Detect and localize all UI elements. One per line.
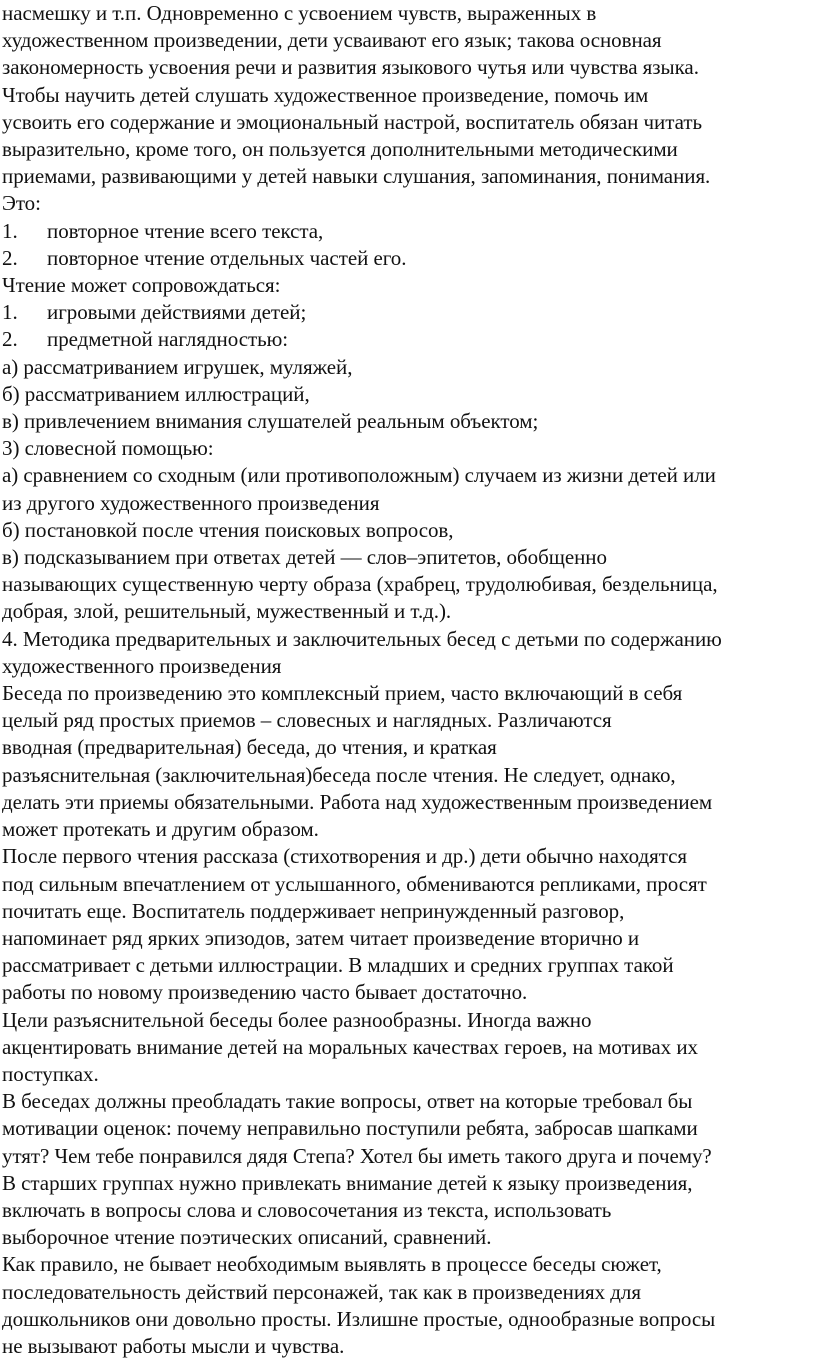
text-line: под сильным впечатлением от услышанного, обмениваются репликами, просят — [2, 871, 707, 896]
text-line: Цели разъяснительной беседы более разнообразны. Иногда важно — [2, 1007, 592, 1032]
text-line: мотивации оценок: почему неправильно поступили ребята, забросав шапками — [2, 1116, 698, 1141]
text-line: утят? Чем тебе понравился дядя Степа? Хотел бы иметь такого друга и почему? — [2, 1143, 712, 1168]
text-line: акцентировать внимание детей на моральных качествах героев, на мотивах их — [2, 1034, 698, 1059]
body-text — [2, 354, 814, 1360]
text-line: выразительно, кроме того, он пользуется дополнительными методическими — [2, 137, 678, 162]
list-item — [2, 218, 814, 245]
list-item — [2, 326, 814, 353]
text-line: не вызывают работы мысли и чувства. — [2, 1333, 345, 1358]
text-line: в) привлечением внимания слушателей реальным объектом; — [2, 409, 539, 434]
text-line: После первого чтения рассказа (стихотворения и др.) дети обычно находятся — [2, 844, 687, 869]
repeat-reading-list — [2, 218, 814, 272]
text-line: почитать еще. Воспитатель поддерживает непринужденный разговор, — [2, 898, 625, 923]
text-line: может протекать и другим образом. — [2, 817, 319, 842]
list-item — [2, 245, 814, 272]
text-line: работы по новому произведению часто бывает достаточно. — [2, 980, 528, 1005]
text-line: Чтобы научить детей слушать художественное произведение, помочь им — [2, 82, 649, 107]
text-line: называющих существенную черту образа (храбрец, трудолюбивая, бездельница, — [2, 572, 718, 597]
list-item-text: повторное чтение всего текста, — [47, 218, 324, 243]
list-item-text: повторное чтение отдельных частей его. — [47, 245, 407, 270]
text-line: добрая, злой, решительный, мужественный и т.д.). — [2, 599, 452, 624]
text-line: целый ряд простых приемов – словесных и наглядных. Различаются — [2, 708, 612, 733]
list-item-number: 2. — [2, 327, 18, 352]
text-line: делать эти приемы обязательными. Работа над художественным произведением — [2, 789, 713, 814]
text-line: разъяснительная (заключительная)беседа после чтения. Не следует, однако, — [2, 762, 676, 787]
text-line: поступках. — [2, 1061, 99, 1086]
text-line: а) сравнением со сходным (или противоположным) случаем из жизни детей или — [2, 463, 716, 488]
text-line: последовательность действий персонажей, так как в произведениях для — [2, 1279, 641, 1304]
text-line: закономерность усвоения речи и развития языкового чутья или чувства языка. — [2, 55, 699, 80]
text-line: 3) словесной помощью: — [2, 436, 214, 461]
text-line: 4. Методика предварительных и заключительных бесед с детьми по содержанию — [2, 626, 722, 651]
list-item-text: игровыми действиями детей; — [47, 300, 307, 325]
text-line: В беседах должны преобладать такие вопросы, ответ на которые требовал бы — [2, 1089, 693, 1114]
list-item — [2, 299, 814, 326]
text-line: В старших группах нужно привлекать внимание детей к языку произведения, — [2, 1170, 693, 1195]
document-page — [2, 0, 814, 1360]
text-line: выборочное чтение поэтических описаний, сравнений. — [2, 1225, 492, 1250]
text-line: вводная (предварительная) беседа, до чтения, и краткая — [2, 735, 497, 760]
list-item-number: 2. — [2, 245, 18, 270]
text-line: напоминает ряд ярких эпизодов, затем читает произведение вторично и — [2, 925, 640, 950]
text-line: Это: — [2, 191, 41, 216]
list-item-text: предметной наглядностью: — [47, 327, 289, 352]
text-line: насмешку и т.п. Одновременно с усвоением чувств, выраженных в — [2, 1, 597, 25]
text-line: Как правило, не бывает необходимым выявлять в процессе беседы сюжет, — [2, 1252, 662, 1277]
text-line: дошкольников они довольно просты. Излишне простые, однообразные вопросы — [2, 1306, 716, 1331]
text-line: б) рассматриванием иллюстраций, — [2, 381, 310, 406]
text-line: художественного произведения — [2, 653, 282, 678]
text-line: Беседа по произведению это комплексный прием, часто включающий в себя — [2, 681, 683, 706]
text-line: рассматривает с детьми иллюстрации. В младших и средних группах такой — [2, 953, 674, 978]
list-item-number: 1. — [2, 300, 18, 325]
text-line: в) подсказыванием при ответах детей — слов–эпитетов, обобщенно — [2, 545, 607, 570]
text-line: включать в вопросы слова и словосочетания из текста, использовать — [2, 1197, 612, 1222]
text-line: приемами, развивающими у детей навыки слушания, запоминания, понимания. — [2, 164, 711, 189]
list-item-number: 1. — [2, 218, 18, 243]
text-line: художественном произведении, дети усваивают его язык; такова основная — [2, 28, 662, 53]
text-line: усвоить его содержание и эмоциональный настрой, воспитатель обязан читать — [2, 109, 703, 134]
accompany-heading: Чтение может сопровождаться: — [2, 273, 281, 298]
text-line: а) рассматриванием игрушек, муляжей, — [2, 354, 353, 379]
intro-paragraph — [2, 0, 814, 218]
accompany-list — [2, 299, 814, 353]
text-line: б) постановкой после чтения поисковых вопросов, — [2, 517, 454, 542]
text-line: из другого художественного произведения — [2, 490, 380, 515]
